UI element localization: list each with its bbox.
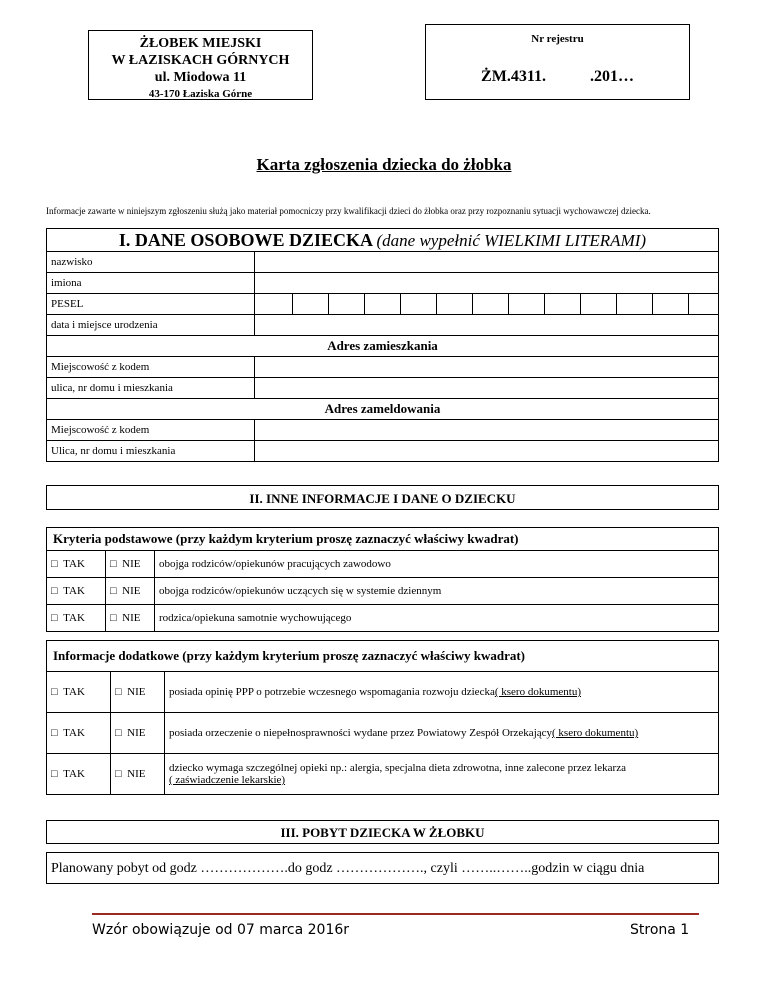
pesel-digit-cell[interactable] <box>581 294 617 315</box>
checkbox-icon: □ <box>51 686 58 698</box>
register-prefix: ŻM.4311. <box>481 68 546 85</box>
pesel-digit-cell[interactable] <box>473 294 509 315</box>
checkbox-icon: □ <box>110 585 117 597</box>
additional-info-heading: Informacje dodatkowe (przy każdym kryterium proszę zaznaczyć właściwy kwadrat) <box>47 641 719 672</box>
section1-note: (dane wypełnić WIELKIMI LITERAMI) <box>376 230 647 250</box>
additional-criterion: posiada opinię PPP o potrzebie wczesnego wspomagania rozwoju dziecka( ksero dokumentu) <box>165 672 719 713</box>
pesel-spacer <box>255 294 293 315</box>
pesel-spacer <box>689 294 719 315</box>
residence-heading: Adres zamieszkania <box>47 336 719 357</box>
institution-city: 43-170 Łaziska Górne <box>148 88 253 100</box>
yes-checkbox[interactable]: □ TAK <box>47 605 106 632</box>
birth-date-place-input[interactable] <box>255 315 719 336</box>
register-box <box>425 24 690 100</box>
yes-checkbox[interactable]: □ TAK <box>47 754 111 795</box>
additional-criterion: posiada orzeczenie o niepełnosprawności wydane przez Powiatowy Zespół Orzekający( ksero dokumentu) <box>165 713 719 754</box>
no-checkbox[interactable]: □ NIE <box>106 551 155 578</box>
footer-version-note: Wzór obowiązuje od 07 marca 2016r <box>92 922 350 938</box>
yes-checkbox[interactable]: □ TAK <box>47 551 106 578</box>
no-checkbox[interactable]: □ NIE <box>106 578 155 605</box>
document-note: ( zaświadczenie lekarskie) <box>169 774 286 786</box>
yes-checkbox[interactable]: □ TAK <box>47 713 111 754</box>
section3-heading: III. POBYT DZIECKA W ŻŁOBKU <box>46 820 719 844</box>
page-number: Strona 1 <box>630 922 690 938</box>
pesel-digit-cell[interactable] <box>329 294 365 315</box>
register-number[interactable] <box>426 68 689 86</box>
section2-heading: II. INNE INFORMACJE I DANE O DZIECKU <box>46 485 719 510</box>
surname-input[interactable] <box>255 252 719 273</box>
pesel-digit-cell[interactable] <box>437 294 473 315</box>
pesel-digit-cell[interactable] <box>545 294 581 315</box>
checkbox-icon: □ <box>51 612 58 624</box>
footer-rule <box>92 913 699 915</box>
field-label: ulica, nr domu i mieszkania <box>47 378 255 399</box>
first-names-input[interactable] <box>255 273 719 294</box>
checkbox-icon: □ <box>110 612 117 624</box>
field-label: Miejscowość z kodem <box>47 357 255 378</box>
basic-criteria-table <box>46 527 719 632</box>
institution-box <box>88 30 313 100</box>
pesel-digit-cell[interactable] <box>365 294 401 315</box>
registration-city-input[interactable] <box>255 420 719 441</box>
additional-criterion: dziecko wymaga szczególnej opieki np.: alergia, specjalna dieta zdrowotna, inne zalecone przez lekarza ( zaświadczenie lekarskie) <box>165 754 719 795</box>
register-suffix: .201… <box>589 68 634 85</box>
additional-info-table <box>46 640 719 795</box>
field-label: data i miejsce urodzenia <box>47 315 255 336</box>
institution-street: ul. Miodowa 11 <box>154 70 247 85</box>
no-checkbox[interactable]: □ NIE <box>106 605 155 632</box>
residence-city-input[interactable] <box>255 357 719 378</box>
yes-checkbox[interactable]: □ TAK <box>47 578 106 605</box>
institution-name-line1: ŻŁOBEK MIEJSKI <box>139 36 262 51</box>
pesel-digit-cell[interactable] <box>617 294 653 315</box>
checkbox-icon: □ <box>51 727 58 739</box>
field-label: Ulica, nr domu i mieszkania <box>47 441 255 462</box>
field-label: Miejscowość z kodem <box>47 420 255 441</box>
checkbox-icon: □ <box>115 727 122 739</box>
checkbox-icon: □ <box>115 686 122 698</box>
checkbox-icon: □ <box>51 558 58 570</box>
page-title: Karta zgłoszenia dziecka do żłobka <box>256 155 512 174</box>
no-checkbox[interactable]: □ NIE <box>111 713 165 754</box>
no-checkbox[interactable]: □ NIE <box>111 672 165 713</box>
institution-name-line2: W ŁAZISKACH GÓRNYCH <box>111 53 290 68</box>
criterion-text: obojga rodziców/opiekunów uczących się w systemie dziennym <box>155 578 719 605</box>
section1-title: I. DANE OSOBOWE DZIECKA <box>118 229 372 250</box>
checkbox-icon: □ <box>110 558 117 570</box>
pesel-digit-cell[interactable] <box>509 294 545 315</box>
checkbox-icon: □ <box>51 585 58 597</box>
no-checkbox[interactable]: □ NIE <box>111 754 165 795</box>
residence-street-input[interactable] <box>255 378 719 399</box>
criterion-text: rodzica/opiekuna samotnie wychowującego <box>155 605 719 632</box>
planned-stay-line[interactable]: Planowany pobyt od godz ……………….do godz ………………., czyli ……..……..godzin w ciągu dnia <box>46 852 719 884</box>
pesel-digit-cell[interactable] <box>653 294 689 315</box>
register-label: Nr rejestru <box>531 33 584 45</box>
checkbox-icon: □ <box>51 768 58 780</box>
criterion-text: obojga rodziców/opiekunów pracujących zawodowo <box>155 551 719 578</box>
registration-street-input[interactable] <box>255 441 719 462</box>
registration-heading: Adres zameldowania <box>47 399 719 420</box>
intro-text: Informacje zawarte w niniejszym zgłoszeniu służą jako materiał pomocniczy przy kwalifikacji dzieci do żłobka oraz przy rozpoznaniu sytuacji wychowawczej dziecka. <box>46 206 651 216</box>
section1-heading <box>47 229 719 252</box>
field-label: PESEL <box>47 294 255 315</box>
document-note: ( ksero dokumentu) <box>552 727 639 739</box>
yes-checkbox[interactable]: □ TAK <box>47 672 111 713</box>
field-label: nazwisko <box>47 252 255 273</box>
pesel-digit-cell[interactable] <box>293 294 329 315</box>
basic-criteria-heading: Kryteria podstawowe (przy każdym kryterium proszę zaznaczyć właściwy kwadrat) <box>47 528 719 551</box>
document-note: ( ksero dokumentu) <box>494 686 581 698</box>
field-label: imiona <box>47 273 255 294</box>
pesel-digit-cell[interactable] <box>401 294 437 315</box>
personal-data-table <box>46 228 719 462</box>
checkbox-icon: □ <box>115 768 122 780</box>
